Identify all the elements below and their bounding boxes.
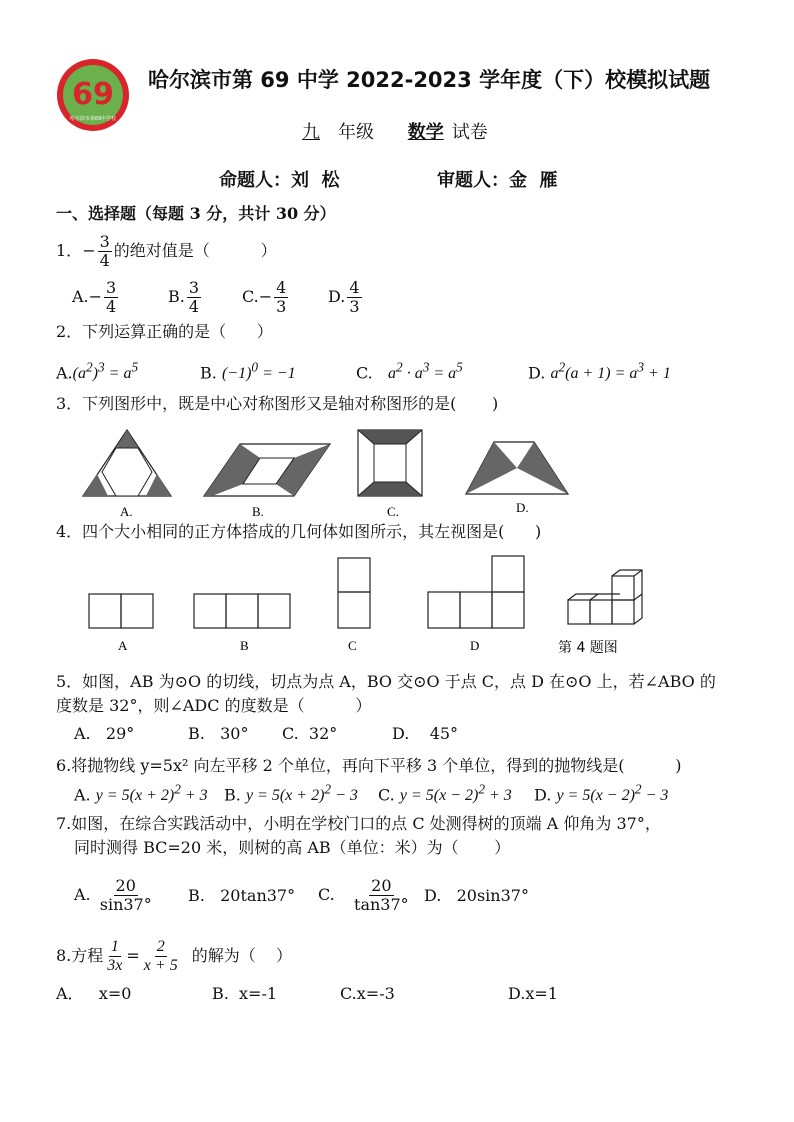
school-logo <box>56 58 130 132</box>
q5-option-d[interactable]: D. 45° <box>392 724 459 743</box>
q4-a-cell <box>89 594 121 628</box>
q4-label-d: D <box>470 638 480 653</box>
q1-options <box>72 276 364 318</box>
q5-line2: 度数是 32°，则∠ADC 的度数是（ ） <box>56 696 372 715</box>
q4-3d-figure <box>568 570 642 624</box>
q3-figure-d <box>466 442 568 494</box>
q2-option-d[interactable]: D. $a^2(a + 1) = a^3 + 1$ <box>528 360 671 383</box>
grade-value: 九 <box>302 122 320 143</box>
q6-option-d[interactable]: D. $y = 5(x - 2)^2 - 3$ <box>534 782 669 805</box>
q5-option-a[interactable]: A. 29° <box>74 724 135 743</box>
q8-option-b[interactable]: B. x=-1 <box>212 984 278 1003</box>
q1-text: 的绝对值是（ ） <box>113 241 277 260</box>
q2-stem: 2．下列运算正确的是（ ） <box>56 322 273 341</box>
q6-option-a[interactable]: A. $y = 5(x + 2)^2 + 3$ <box>74 782 208 805</box>
q4-label-c: C <box>348 638 357 653</box>
grade-label: 年级 <box>338 122 374 143</box>
q8-number: 8.方程 <box>56 946 104 965</box>
q7-option-b[interactable]: B. 20tan37° <box>188 886 296 905</box>
q3-label-a: A. <box>120 504 133 519</box>
q7-line1: 7.如图，在综合实践活动中，小明在学校门口的点 C 处测得树的顶端 A 仰角为 37°， <box>56 814 661 833</box>
q7-option-a[interactable]: A. $\frac{20}{\sin 37^\circ}$ <box>74 875 152 914</box>
q6-option-b[interactable]: B. $y = 5(x + 2)^2 - 3$ <box>224 782 358 805</box>
q8-stem: 8.方程 $\frac{1}{3x}$ = $\frac{2}{x + 5}$ 的解为（ ） <box>56 937 293 974</box>
q4-figures <box>88 556 668 656</box>
q7-option-c[interactable]: C. $\frac{20}{\tan 37^\circ}$ <box>318 875 409 914</box>
author: 命题人：刘 松 <box>219 170 340 191</box>
reviewer: 审题人：金 雁 <box>437 170 558 191</box>
q4-label-b: B <box>240 638 249 653</box>
q1-fraction: $\frac{3}{4}$ <box>99 231 110 270</box>
logo-ring-text: 哈尔滨市第69中学校 <box>69 116 117 122</box>
q3-figure-a <box>83 430 171 496</box>
q2-option-a[interactable]: $A.(a^2)^3 = a^5$ <box>56 360 139 383</box>
q8-option-a[interactable]: A． x=0 <box>56 984 132 1003</box>
q1-option-d[interactable]: D. $\frac{4}{3}$ <box>328 277 360 316</box>
q1-option-b[interactable]: B. $\frac{3}{4}$ <box>168 277 200 316</box>
q7-line2: 同时测得 BC=20 米，则树的高 AB（单位：米）为（ ） <box>74 838 511 857</box>
q3-label-b: B. <box>252 504 264 519</box>
q5-option-b[interactable]: B. 30° <box>188 724 249 743</box>
q3-figures <box>80 428 680 518</box>
grade-subject-line <box>280 118 488 144</box>
subject-value: 数学 <box>407 122 444 143</box>
exam-title: 哈尔滨市第 69 中学 2022-2023 学年度（下）校模拟试题 <box>148 68 711 92</box>
q5-line1: 5．如图，AB 为⊙O 的切线，切点为点 A，BO 交⊙O 于点 C，点 D 在⊙O 上，若∠ABO 的 <box>56 672 716 691</box>
q2-option-c[interactable]: C. $a^2 \cdot a^3 = a^5$ <box>356 360 463 383</box>
q1-neg: − <box>82 241 96 260</box>
q3-label-c: C. <box>387 504 399 519</box>
section1-title: 一、选择题（每题 3 分，共计 30 分） <box>56 204 336 223</box>
q2-option-b[interactable]: B. $(-1)^0 = -1$ <box>200 360 296 383</box>
q8-option-c[interactable]: C.x=-3 <box>340 984 395 1003</box>
q6-option-c[interactable]: C. $y = 5(x - 2)^2 + 3$ <box>378 782 512 805</box>
q5-option-c[interactable]: C. 32° <box>282 724 338 743</box>
q1-number: 1． <box>56 241 83 260</box>
q3-figure-c <box>358 430 422 496</box>
q1-option-a[interactable]: A. − $\frac{3}{4}$ <box>72 277 117 316</box>
q3-label-d: D. <box>516 500 529 515</box>
q8-option-d[interactable]: D.x=1 <box>508 984 558 1003</box>
logo-number: 69 <box>72 77 114 112</box>
subject-label: 试卷 <box>451 122 488 143</box>
q7-option-d[interactable]: D. 20sin37° <box>424 886 529 905</box>
q4-caption: 第 4 题图 <box>558 640 618 656</box>
q8-text: 的解为（ ） <box>191 946 293 965</box>
q3-figure-b <box>204 444 330 496</box>
q4-label-a: A <box>118 638 128 653</box>
q4-a-cell <box>121 594 153 628</box>
q1-option-c[interactable]: C. − $\frac{4}{3}$ <box>242 277 287 316</box>
q6-stem: 6.将抛物线 y=5x² 向左平移 2 个单位，再向下平移 3 个单位，得到的抛物线是( ) <box>56 756 682 775</box>
q3-stem: 3．下列图形中，既是中心对称图形又是轴对称图形的是( ) <box>56 394 499 413</box>
q4-stem: 4．四个大小相同的正方体搭成的几何体如图所示，其左视图是( ) <box>56 522 542 541</box>
q1-stem <box>56 230 277 272</box>
